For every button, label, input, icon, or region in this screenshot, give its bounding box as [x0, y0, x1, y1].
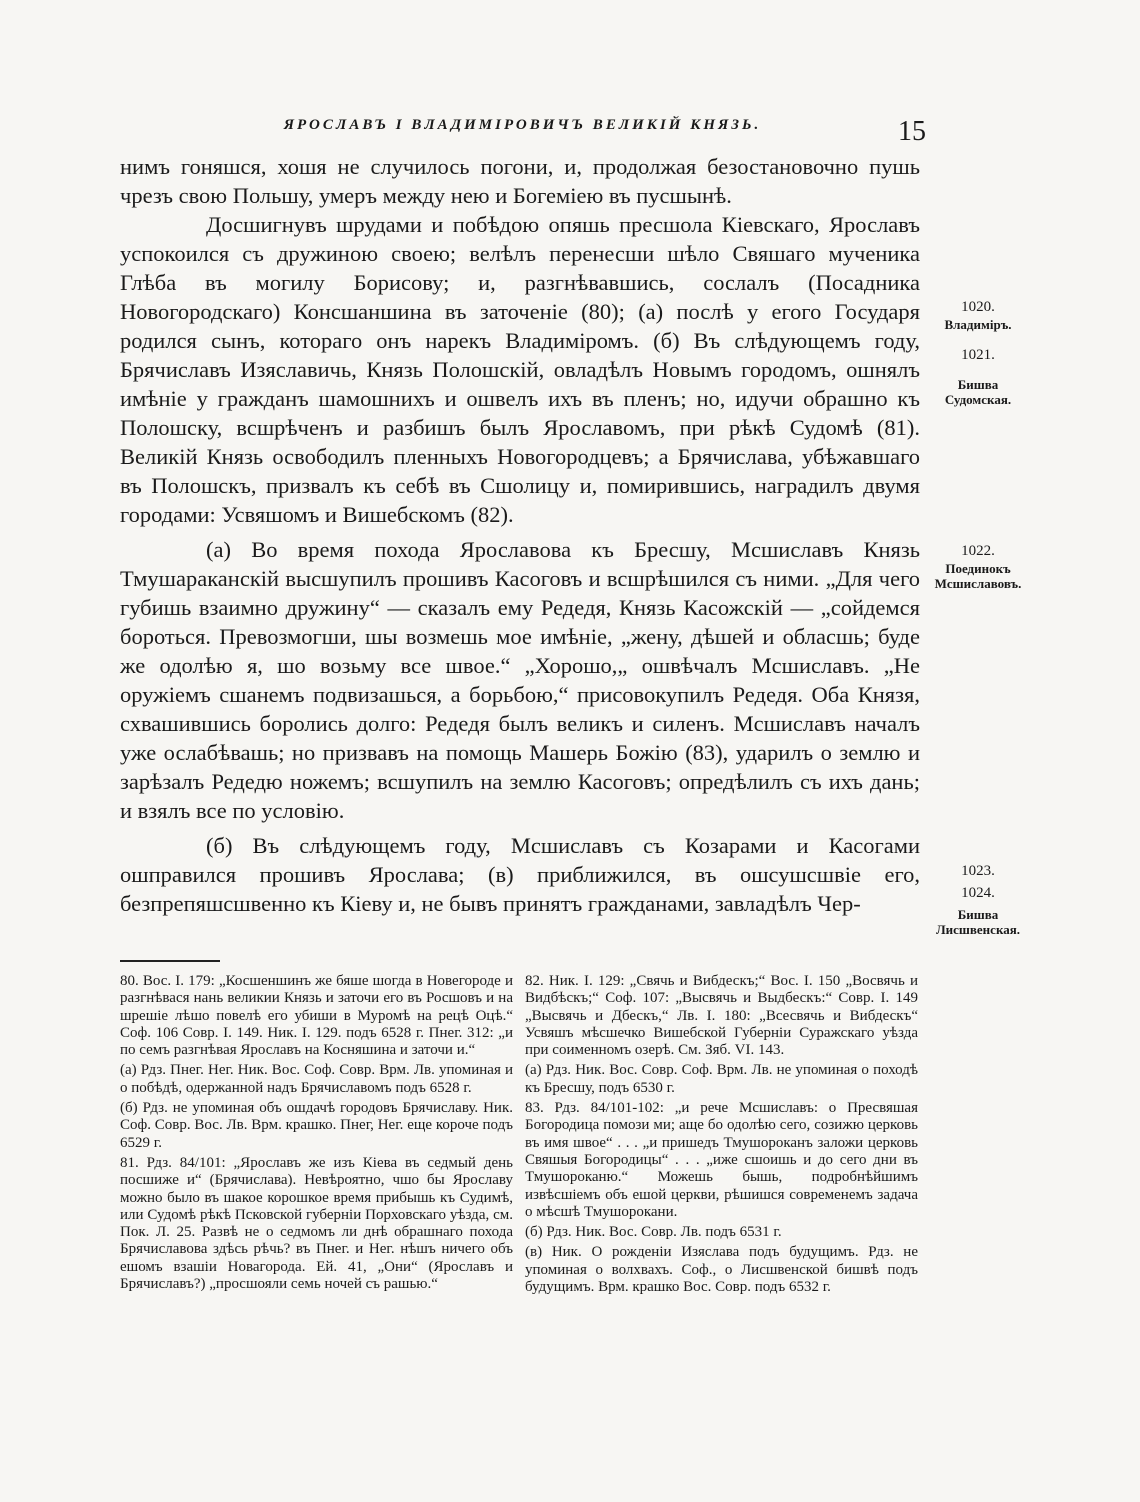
margin-year: 1022.: [961, 543, 995, 559]
margin-label: Бишва Судомская.: [944, 377, 1012, 407]
margin-year: 1021.: [961, 347, 995, 363]
footnote: (в) Ник. О рожденіи Изяслава подъ будущимъ. Рдз. не упоминая о волхвахъ. Соф., о Лисшвенской бишвѣ подъ будущимъ. Врм. крашко Вос. Совр. подъ 6532 г.: [525, 1244, 918, 1296]
paragraph: (а) Во время похода Ярославова къ Бресшу, Мсшиславъ Князь Тмушараканскій высшупилъ прошивъ Касоговъ и всшрѣшился съ ними. „Для чего губишь взаимно дружину“ — сказалъ ему Редедя, Князь Касожскій — „сойдемся бороться. Превозмогши, шы возмешь мое имѣніе, „жену, дѣшей и обласшь; буде же одолѣю я, шо возьму все швое.“ „Хорошо,„ ошвѣчалъ Мсшиславъ. „Не оружіемъ сшанемъ подвизашься, а борьбою,“ присовокупилъ Редедя. Оба Князя, схвашившись боролись долго: Редедя былъ великъ и силенъ. Мсшиславъ началъ уже ослабѣвашь; но призвавъ на помощь Машерь Божію (83), ударилъ о землю и зарѣзалъ Редедю ножемъ; всшупилъ на землю Касоговъ; опредѣлилъ съ ихъ дань; и взялъ все по условію.: [120, 537, 920, 823]
footnotes-left-column: [120, 973, 513, 1296]
margin-note-1023: [928, 862, 1028, 881]
margin-note-1024: [928, 884, 1028, 937]
margin-year: 1023.: [961, 863, 995, 879]
main-text: [120, 152, 920, 918]
footnote: (б) Рдз. не упоминая объ ошдачѣ городовъ Брячиславу. Ник. Соф. Совр. Вос. Лв. Врм. крашко. Пнег, Нег. еще короче подъ 6529 г.: [120, 1100, 513, 1151]
footnotes-right-column: [525, 973, 918, 1299]
footnote: 83. Рдз. 84/101-102: „и рече Мсшиславъ: о Пресвяшая Богородица помози ми; аще бо одолѣю сего, созижю церковь въ имя швое“ . . . „и пришедъ Тмушороканъ заложи церковь Свяшыя Богородицы“ . . . „иже сшоишь и до сего дни въ Тмушороканю.“ Можешь бышь, подробнѣйшимъ извѣсшіемъ объ ешой церкви, рѣшишся современемъ задача о мѣсшѣ Тмушорокани.: [525, 1100, 918, 1220]
margin-note-1022: [928, 542, 1028, 591]
footnote: (б) Рдз. Ник. Вос. Совр. Лв. подъ 6531 г.: [525, 1224, 782, 1241]
margin-label: Поединокъ Мсшиславовъ.: [934, 561, 1022, 591]
footnote: 80. Вос. I. 179: „Косшеншинъ же бяше шогда в Новегороде и разгнѣвася нань великии Князь и заточи его въ Росшовъ и на шрешіе лѣшо повелѣ его убиши в Муромѣ на рецѣ Оцѣ.“ Соф. 106 Совр. I. 149. Ник. I. 129. подъ 6528 г. Пнег. 312: „и по семъ разгнѣвая Ярославъ на Косняшина и заточи и.“: [120, 973, 513, 1059]
running-title: ЯРОСЛАВЪ I ВЛАДИМІРОВИЧЪ ВЕЛИКІЙ КНЯЗЬ.: [283, 117, 762, 133]
footnote: (а) Рдз. Ник. Вос. Совр. Соф. Врм. Лв. не упоминая о походѣ къ Бресшу, подъ 6530 г.: [525, 1062, 918, 1096]
margin-note-1020: [928, 298, 1028, 332]
footnote: 82. Ник. I. 129: „Свячь и Вибдескъ;“ Вос. I. 150 „Восвячь и Видбѣскъ;“ Соф. 107: „Высвячь и Выдбескъ:“ Совр. I. 149 „Высвячь и Дбескъ,“ Лв. I. 180: „Всесвячь и Вибдескъ“ Усвяшъ мѣсшечко Вишебской Губерніи Суражскаго уѣзда при соименномъ озерѣ. См. Зяб. VI. 143.: [525, 973, 918, 1059]
margin-label: Владиміръ.: [944, 317, 1012, 332]
paragraph: Досшигнувъ шрудами и побѣдою опяшь пресшола Кіевскаго, Ярославъ успокоился съ дружиною своею; велѣлъ перенесши шѣло Свяшаго мученика Глѣба въ могилу Борисову; и, разгнѣвавшись, сослалъ (Посадника Новогородскаго) Консшаншина въ заточеніе (80); (а) послѣ у егого Государя родился сынъ, которaго онъ нарекъ Владиміромъ. (б) Въ слѣдующемъ году, Брячиславъ Изяславичь, Князь Полошскій, овладѣлъ Новымъ городомъ, ошнялъ имѣніе у гражданъ шамошнихъ и ошвелъ ихъ въ пленъ; но, идучи обрашно къ Полошску, всшрѣченъ и разбишъ былъ Ярославомъ, при рѣкѣ Судомѣ (81). Великій Князь освободилъ пленныхъ Новогородцевъ; а Брячислава, убѣжавшаго въ Полошскъ, призвалъ къ себѣ въ Сшолицу и, помирившись, наградилъ двумя городами: Усвяшомъ и Вишебскомъ (82).: [120, 212, 920, 527]
footnote-separator: [120, 960, 220, 962]
paragraph: (б) Въ слѣдующемъ году, Мсшиславъ съ Козарами и Касогами ошправился прошивъ Ярослава; (в) приближился, въ ошсушсшвіе его, безпрепяшсшвенно къ Кіеву и, не бывъ принятъ гражданами, завладѣлъ Чер-: [120, 833, 920, 916]
margin-year: 1020.: [961, 299, 995, 315]
footnote: (а) Рдз. Пнег. Нег. Ник. Вос. Соф. Совр. Врм. Лв. упоминая и о побѣдѣ, одержанной надъ Брячиславомъ подъ 6528 г.: [120, 1062, 513, 1096]
footnote: 81. Рдз. 84/101: „Ярославъ же изъ Кіева въ седмый день посшиже и“ (Брячислава). Невѣроятно, чшо бы Ярославу можно было въ шакое корошкое время прибышь къ Судимѣ, или Судомѣ рѣкѣ Псковской губерніи Порховскаго уѣзда, см. Пок. Л. 25. Развѣ не о седмомъ ли днѣ обрашнаго похода Брячиславова здѣсь рѣчь? въ Пнег. и Нег. нѣшъ ничего объ ешомъ взашіи Новагорода. Ей. 41, „Они“ (Ярославъ и Брячиславъ?) „просшояли семь ночей съ рашью.“: [120, 1154, 513, 1293]
page-number: 15: [898, 116, 926, 147]
margin-label: Бишва Лисшвенская.: [935, 907, 1021, 937]
paragraph: нимъ гоняшся, хошя не случилось погони, и, продолжая безостановочно пушь чрезъ свою Польшу, умеръ между нею и Богеміею въ пусшынѣ.: [120, 154, 920, 208]
margin-year: 1024.: [961, 885, 995, 901]
margin-note-1021: [928, 346, 1028, 407]
